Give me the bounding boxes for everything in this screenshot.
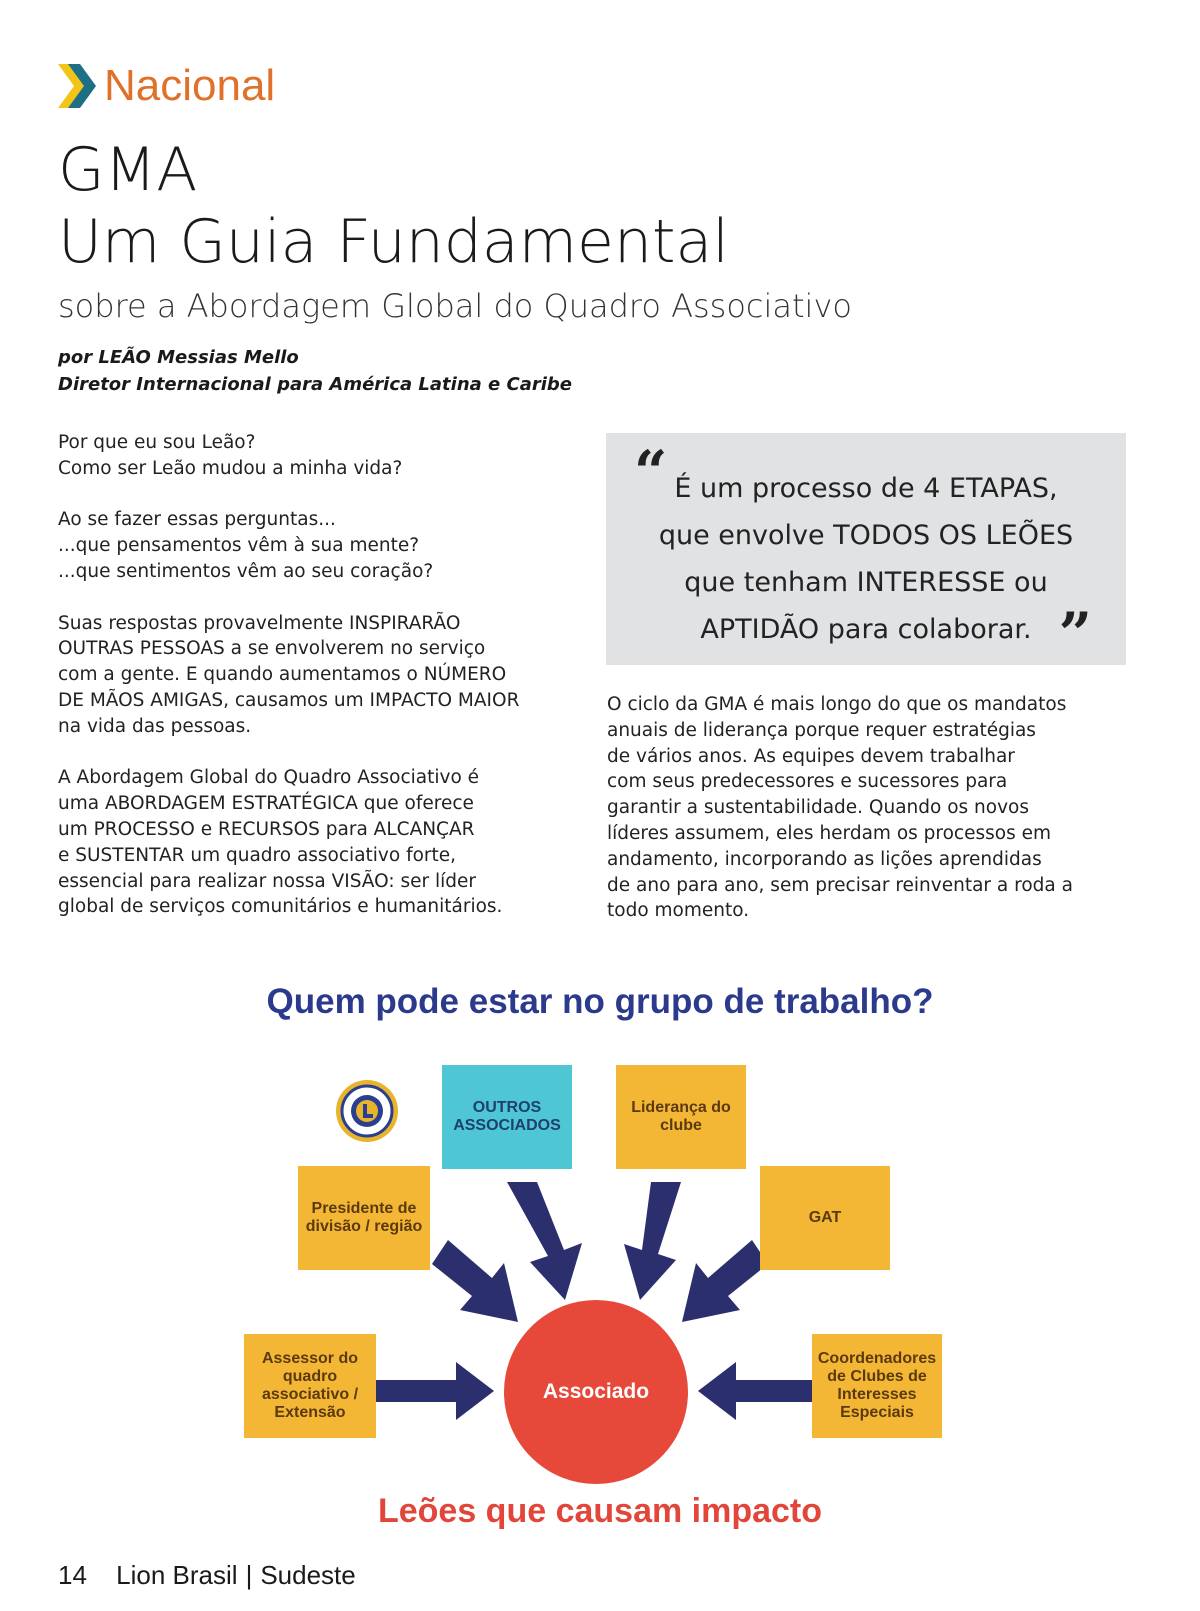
box-line: clube: [660, 1117, 702, 1134]
box-line: ASSOCIADOS: [453, 1117, 561, 1134]
box-line: Coordenadores: [817, 1350, 937, 1367]
text-line: uma ABORDAGEM ESTRATÉGICA que oferece: [58, 793, 474, 815]
lions-emblem-icon: [334, 1078, 400, 1144]
arrow-from-outros: [507, 1182, 582, 1300]
text-line: com seus predecessores e sucessores para: [607, 771, 1008, 793]
title-line: GMA: [58, 135, 198, 205]
text-line: global de serviços comunitários e humanitários.: [58, 896, 503, 918]
box-line: Liderança do: [631, 1099, 731, 1116]
arrow-from-assessor: [376, 1362, 494, 1420]
text-line: ...que pensamentos vêm à sua mente?: [58, 535, 420, 557]
close-quote-icon: ”: [1058, 600, 1092, 668]
edition-name: Sudeste: [260, 1560, 356, 1590]
text-line: garantir a sustentabilidade. Quando os novos: [607, 797, 1030, 819]
text-line: de vários anos. As equipes devem trabalhar: [607, 745, 1015, 767]
author-name: por LEÃO Messias Mello: [58, 347, 299, 368]
box-line: associativo /: [261, 1386, 359, 1403]
arrow-from-coordenadores: [698, 1362, 816, 1420]
section-label: Nacional: [104, 61, 276, 110]
text-line: Ao se fazer essas perguntas...: [58, 509, 336, 531]
page-footer: [58, 1560, 356, 1591]
box-line: Interesses: [837, 1386, 917, 1403]
quote-line: que tenham INTERESSE ou: [684, 567, 1048, 598]
center-label: Associado: [542, 1380, 650, 1403]
arrow-from-lideranca: [624, 1182, 681, 1300]
text-line: OUTRAS PESSOAS a se envolverem no serviço: [58, 638, 486, 660]
center-circle-associado: [504, 1300, 688, 1484]
arrow-from-presidente: [432, 1240, 518, 1322]
box-line: OUTROS: [472, 1099, 542, 1116]
box-line: Presidente de: [311, 1200, 417, 1217]
text-line: Por que eu sou Leão?: [58, 432, 256, 453]
box-line: Assessor do: [261, 1350, 359, 1367]
publication-name: Lion Brasil: [116, 1560, 238, 1590]
box-presidente-divisao: [298, 1166, 430, 1270]
diagram-title: Quem pode estar no grupo de trabalho?: [266, 982, 934, 1021]
author-role: Diretor Internacional para América Latina e Caribe: [58, 374, 573, 395]
text-line: todo momento.: [607, 900, 750, 922]
text-line: líderes assumem, eles herdam os processos em: [607, 822, 1051, 844]
text-line: O ciclo da GMA é mais longo do que os mandatos: [607, 694, 1067, 715]
footer-separator: |: [245, 1560, 253, 1590]
box-coordenadores: [812, 1334, 942, 1438]
text-line: Como ser Leão mudou a minha vida?: [58, 457, 403, 479]
box-assessor-quadro: [244, 1334, 376, 1438]
box-line: quadro: [282, 1368, 338, 1385]
box-line: Especiais: [840, 1404, 914, 1421]
arrow-from-gat: [682, 1240, 768, 1322]
text-line: um PROCESSO e RECURSOS para ALCANÇAR: [58, 818, 475, 840]
open-quote-icon: “: [634, 438, 668, 506]
quote-line: APTIDÃO para colaborar.: [700, 614, 1032, 645]
box-line: de Clubes de: [827, 1368, 927, 1385]
text-line: com a gente. E quando aumentamos o NÚMERO: [58, 664, 507, 686]
box-line: GAT: [808, 1209, 842, 1226]
quote-line: É um processo de 4 ETAPAS,: [674, 473, 1058, 504]
title-line: Um Guia Fundamental: [58, 207, 729, 277]
text-line: de ano para ano, sem precisar reinventar a roda a: [607, 874, 1073, 896]
text-line: A Abordagem Global do Quadro Associativo é: [58, 767, 480, 789]
text-line: Suas respostas provavelmente INSPIRARÃO: [58, 612, 461, 634]
text-line: DE MÃOS AMIGAS, causamos um IMPACTO MAIOR: [58, 689, 520, 711]
text-line: ...que sentimentos vêm ao seu coração?: [58, 560, 434, 582]
article-subtitle: sobre a Abordagem Global do Quadro Associativo: [58, 287, 852, 325]
text-line: na vida das pessoas.: [58, 715, 252, 737]
box-outros-associados: [442, 1065, 572, 1169]
quote-line: que envolve TODOS OS LEÕES: [658, 520, 1074, 551]
text-line: essencial para realizar nossa VISÃO: ser líder: [58, 870, 477, 892]
page-number: 14: [58, 1560, 87, 1590]
text-line: anuais de liderança porque requer estratégias: [607, 719, 1036, 741]
box-lideranca-clube: [616, 1065, 746, 1169]
box-line: Extensão: [274, 1404, 346, 1421]
box-line: divisão / região: [305, 1218, 423, 1235]
box-gat: [760, 1166, 890, 1270]
diagram-footer: Leões que causam impacto: [377, 1492, 823, 1530]
text-line: andamento, incorporando as lições aprendidas: [607, 848, 1042, 870]
text-line: e SUSTENTAR um quadro associativo forte,: [58, 844, 457, 866]
